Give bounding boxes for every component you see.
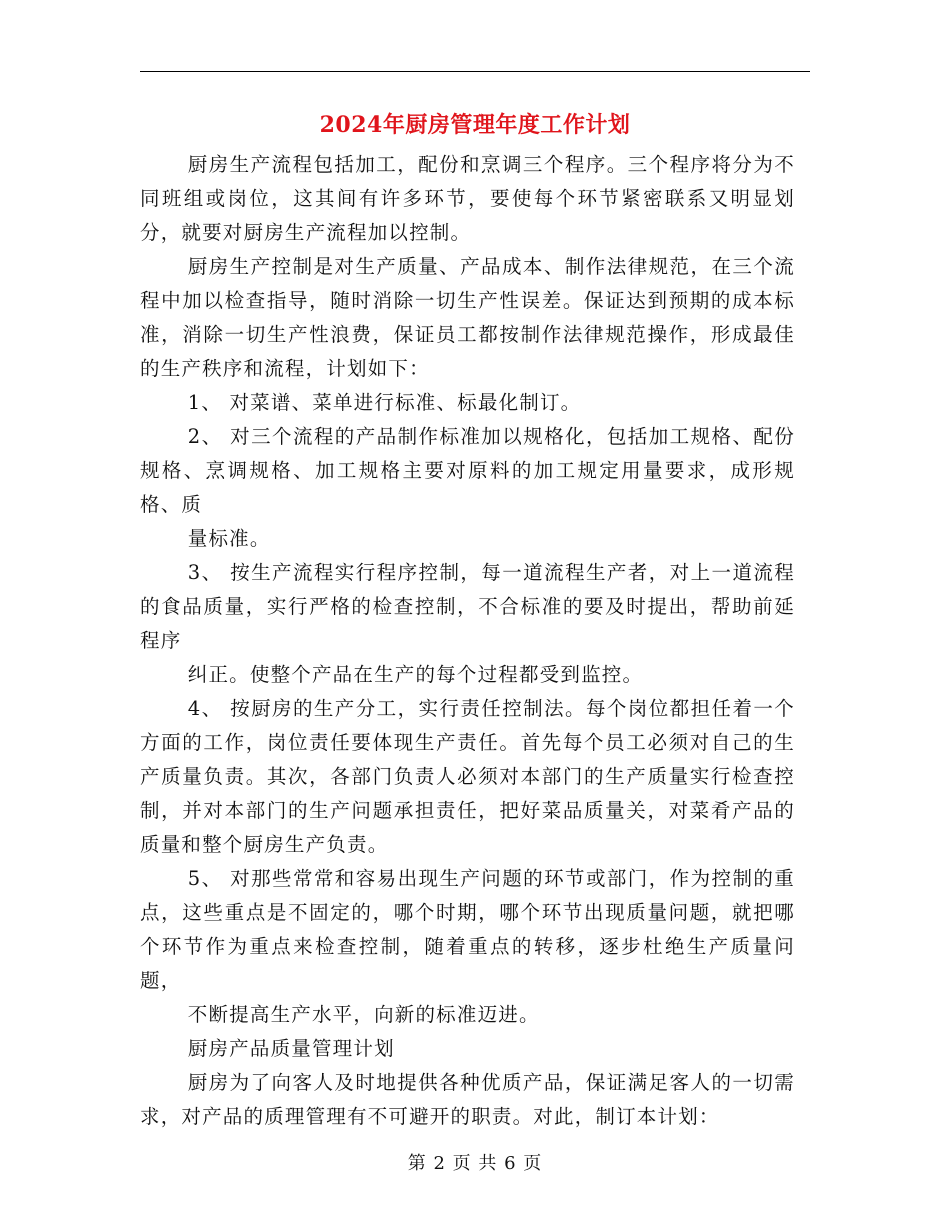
paragraph-item-3: 3、 按生产流程实行程序控制，每一道流程生产者，对上一道流程的食品质量，实行严格的检查控制，不合标准的要及时提出，帮助前延程序 — [140, 561, 795, 652]
paragraph-item-4: 4、 按厨房的生产分工，实行责任控制法。每个岗位都担任着一个方面的工作，岗位责任要体现生产责任。首先每个员工必须对自己的生产质量负责。其次，各部门负责人必须对本部门的生产质量实行检查控制，并对本部门的生产问题承担责任，把好菜品质量关，对菜肴产品的质量和整个厨房生产负责。 — [140, 697, 795, 856]
paragraph-control: 厨房生产控制是对生产质量、产品成本、制作法律规范，在三个流程中加以检查指导，随时消除一切生产性误差。保证达到预期的成本标准，消除一切生产性浪费，保证员工都按制作法律规范操作，形成最佳的生产秩序和流程，计划如下： — [140, 255, 795, 380]
document-body — [140, 148, 795, 1134]
section-heading-quality-plan: 厨房产品质量管理计划 — [187, 1037, 395, 1060]
page-number: 第 2 页 共 6 页 — [407, 1153, 543, 1174]
paragraph-quality-intro: 厨房为了向客人及时地提供各种优质产品，保证满足客人的一切需求，对产品的质理管理有不可避开的职责。对此，制订本计划： — [140, 1071, 795, 1128]
paragraph-intro: 厨房生产流程包括加工，配份和烹调三个程序。三个程序将分为不同班组或岗位，这其间有许多环节，要使每个环节紧密联系又明显划分，就要对厨房生产流程加以控制。 — [140, 153, 795, 244]
paragraph-item-5-continued: 不断提高生产水平，向新的标准迈进。 — [187, 1003, 540, 1026]
paragraph-item-2: 2、 对三个流程的产品制作标准加以规格化，包括加工规格、配份规格、烹调规格、加工规格主要对原料的加工规定用量要求，成形规格、质 — [140, 425, 795, 516]
paragraph-item-3-continued: 纠正。使整个产品在生产的每个过程都受到监控。 — [187, 663, 644, 686]
paragraph-item-2-continued: 量标准。 — [187, 527, 271, 550]
document-title: 2024年厨房管理年度工作计划 — [319, 112, 631, 138]
paragraph-item-1: 1、 对菜谱、菜单进行标准、标最化制订。 — [187, 391, 582, 414]
header-rule — [140, 71, 810, 72]
paragraph-item-5: 5、 对那些常常和容易出现生产问题的环节或部门，作为控制的重点，这些重点是不固定的，哪个时期，哪个环节出现质量问题，就把哪个环节作为重点来检查控制，随着重点的转移，逐步杜绝生产质量问题， — [140, 867, 795, 992]
